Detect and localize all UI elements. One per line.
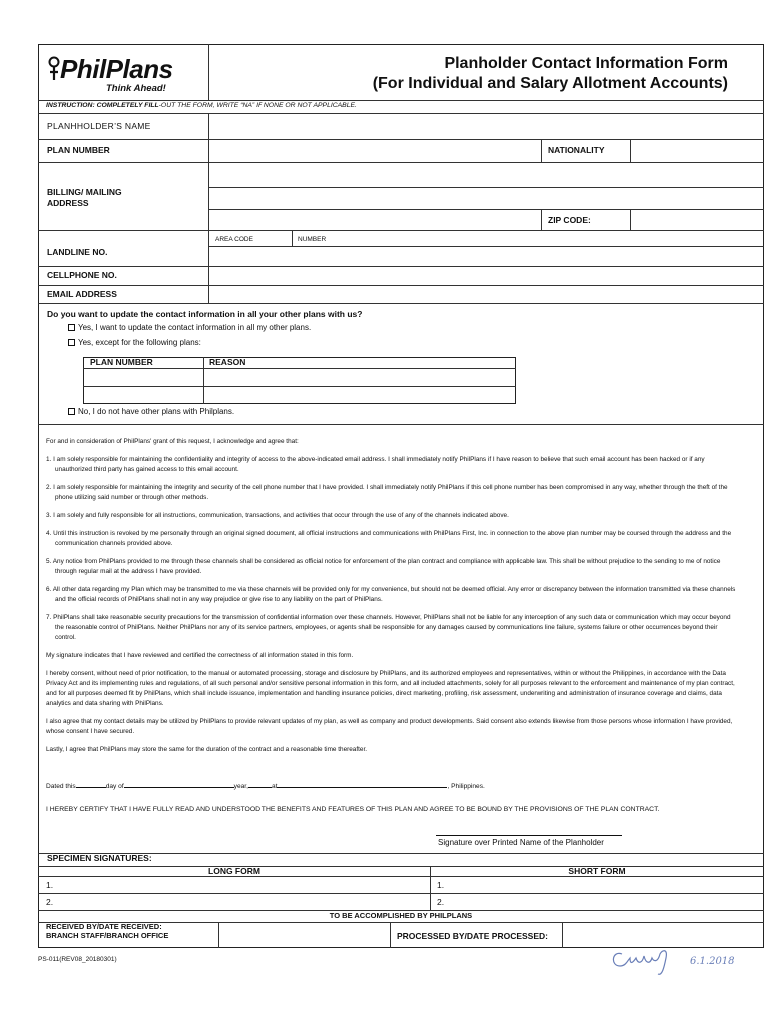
- terms-item-2: 2. I am solely responsible for maintaining the integrity and security of the cell phone number that I have provided. I shall immediately notify PhilPlans if this cell phone number has been compromised in any way, whether through the theft of the phone utilizing said number or through other methods.: [46, 484, 728, 501]
- office-divider: [390, 922, 391, 948]
- option-yes-all[interactable]: [68, 323, 311, 332]
- cellphone-label: CELLPHONE NO.: [47, 270, 117, 280]
- terms-item-7: 7. PhilPlans shall take reasonable security precautions for the transmission of confidential information over these channels. However, PhilPlans shall not be liable for any interception of any such data or communication which may occur beyond the reasonable control of PhilPlans. Neither PhilPlans nor any of its service partners, employees, or agents shall be responsible for any damages caused by communications line failure, systems failure or other occurrences beyond their control.: [46, 614, 731, 641]
- long-form-row-1[interactable]: 1.: [46, 880, 54, 890]
- landline-field[interactable]: [209, 247, 763, 266]
- terms-intro: For and in consideration of PhilPlans' grant of this request, I acknowledge and agree that:: [46, 438, 299, 445]
- consent-paragraph: I hereby consent, without need of prior notification, to the manual or automated processing, storage and disclosure by PhilPlans, and its authorized employees and representatives, within or without the Philippines, in accordance with the Data Privacy Act and its implementing rules and regulations, of all such personal and/or sensitive personal information in this form, and all included attachments, solely for all purposes relevant to the enforcement and maintenance of my plan contract, and for all purposes deemed fit by PhilPlans, which shall include issuance, implementation and handling insurance policies, direct marketing, profiling, risk assessment, underwriting and administration of insurance coverage and claims, data analytics and data sharing with PhilPlans.: [46, 670, 735, 707]
- processed-by-label: PROCESSED BY/DATE PROCESSED:: [397, 931, 548, 941]
- terms-item-1: 1. I am solely responsible for maintaining the confidentiality and integrity of access to the above-indicated email address. I shall immediately notify PhilPlans if I have reason to believe that such email account has been hacked or if any unauthorized third party has gained access to this email account.: [46, 456, 705, 473]
- option-yes-except-label: Yes, except for the following plans:: [78, 338, 201, 347]
- option-yes-except[interactable]: [68, 338, 201, 347]
- plan-number-label: PLAN NUMBER: [47, 145, 110, 155]
- rule: [38, 303, 764, 304]
- office-banner: TO BE ACCOMPLISHED BY PHILPLANS: [329, 911, 473, 920]
- philplans-logo: [46, 52, 186, 94]
- field-divider: [541, 209, 542, 230]
- at-label: at: [271, 783, 278, 790]
- exception-row-1[interactable]: [84, 369, 515, 386]
- nationality-label: NATIONALITY: [548, 145, 605, 155]
- terms-item-6: 6. All other data regarding my Plan which may be transmitted to me via these channels will be provided only for my convenience, but should not be deemed official. Any error or discrepancy between the information transmitted via these channels and the official records of PhilPlans shall not in any way prejudice or give rise to any liability on the part of PhilPlans.: [46, 586, 736, 603]
- field-divider: [292, 230, 293, 246]
- rule: [38, 893, 764, 894]
- day-blank[interactable]: [76, 787, 106, 788]
- instruction: [46, 102, 357, 109]
- email-label: EMAIL ADDRESS: [47, 289, 117, 299]
- option-no-label: No, I do not have other plans with Philplans.: [78, 407, 235, 416]
- checkbox-yes-all[interactable]: [68, 324, 75, 331]
- area-code-label: AREA CODE: [215, 236, 253, 243]
- branch-office-text: BRANCH STAFF/BRANCH OFFICE: [46, 931, 169, 940]
- planholder-name-label: PLANHHOLDER’S NAME: [47, 121, 151, 131]
- long-form-row-2[interactable]: 2.: [46, 897, 54, 907]
- handwritten-initials-icon: [608, 944, 688, 980]
- header-divider: [208, 44, 209, 100]
- certify-statement: I HEREBY CERTIFY THAT I HAVE FULLY READ AND UNDERSTOOD THE BENEFITS AND FEATURES OF THIS PLAN AND AGREE TO BE BOUND BY THE PROVISIONS OF THE PLAN CONTRACT.: [46, 806, 660, 813]
- terms-section: [46, 437, 736, 763]
- rule: [38, 876, 764, 877]
- billing-address-label: BILLING/ MAILING ADDRESS: [47, 187, 122, 208]
- field-divider: [541, 139, 542, 162]
- dated-line: [46, 783, 485, 790]
- year-blank[interactable]: [248, 787, 272, 788]
- form-code: PS-011(REV08_20180301): [38, 956, 117, 963]
- instruction-bold: INSTRUCTION: COMPLETELY FILL: [46, 102, 159, 109]
- checkbox-yes-except[interactable]: [68, 339, 75, 346]
- email-field[interactable]: [209, 286, 763, 303]
- long-form-header: LONG FORM: [208, 866, 260, 876]
- col-reason: REASON: [209, 357, 246, 367]
- form-title: [210, 54, 728, 94]
- rule: [38, 100, 764, 101]
- billing-address-field-3[interactable]: [209, 210, 541, 230]
- landline-label: LANDLINE NO.: [47, 247, 108, 257]
- col-plan-number: PLAN NUMBER: [90, 357, 153, 367]
- cellphone-field[interactable]: [209, 267, 763, 285]
- planholder-name-field[interactable]: [209, 114, 763, 139]
- checkbox-no[interactable]: [68, 408, 75, 415]
- form-title-line1: Planholder Contact Information Form: [444, 55, 728, 72]
- terms-item-5: 5. Any notice from PhilPlans provided to me through these channels shall be considered as official notice for enforcement of the plan contract and compliance with applicable law. This shall be without prejudice to the sending to me of notice through regular mail at the address I have provided.: [46, 558, 721, 575]
- option-yes-all-label: Yes, I want to update the contact information in all my other plans.: [78, 323, 312, 332]
- rule: [38, 230, 764, 231]
- received-by-label: [46, 922, 168, 940]
- received-by-field[interactable]: [219, 923, 389, 947]
- brand-tagline: Think Ahead!: [106, 83, 166, 94]
- terms-item-4: 4. Until this instruction is revoked by me personally through an original signed document, all official instructions and communications with PhilPlans First, Inc. in connection to the above plan number may be coursed through the address and the communication channels provided above.: [46, 530, 732, 547]
- month-blank[interactable]: [124, 787, 234, 788]
- plan-number-field[interactable]: [209, 140, 541, 162]
- zip-code-field[interactable]: [631, 210, 763, 230]
- dated-this-label: Dated this: [46, 783, 76, 790]
- short-form-row-2[interactable]: 2.: [437, 897, 445, 907]
- signature-note: My signature indicates that I have reviewed and certified the correctness of all information stated in this form.: [46, 652, 354, 659]
- signature-line[interactable]: [436, 835, 622, 836]
- terms-item-3: 3. I am solely and fully responsible for all instructions, communication, transactions, and activities that occur through the use of any of the channels indicated above.: [46, 512, 509, 519]
- update-question: Do you want to update the contact information in all your other plans with us?: [47, 309, 363, 319]
- day-of-label: day of: [105, 783, 124, 790]
- brand-name: PhilPlans: [60, 54, 173, 84]
- option-no[interactable]: [68, 407, 234, 416]
- instruction-rest: -OUT THE FORM, WRITE “NA” IF NONE OR NOT APPLICABLE.: [158, 102, 357, 109]
- nationality-field[interactable]: [631, 140, 763, 162]
- exception-row-2[interactable]: [84, 387, 515, 403]
- specimen-title: SPECIMEN SIGNATURES:: [47, 853, 152, 863]
- rule: [38, 424, 764, 425]
- signature-label: Signature over Printed Name of the Planholder: [438, 838, 604, 847]
- lastly-paragraph: Lastly, I agree that PhilPlans may store the same for the duration of the contract and a reasonable time thereafter.: [46, 746, 368, 753]
- number-label: NUMBER: [298, 236, 327, 243]
- agree-updates-paragraph: I also agree that my contact details may be utilized by PhilPlans to provide relevant updates of my plan, as well as company and product developments. Said consent also extends likewise from those persons whose information I have provided, whose consent I have secured.: [46, 718, 733, 735]
- year-label: year,: [233, 783, 248, 790]
- zip-code-label: ZIP CODE:: [548, 215, 591, 225]
- place-blank[interactable]: [277, 787, 447, 788]
- philippines-label: , Philippines.: [447, 783, 485, 790]
- form-title-line2: (For Individual and Salary Allotment Accounts): [372, 75, 728, 92]
- received-by-text: RECEIVED BY/DATE RECEIVED:: [46, 922, 162, 931]
- handwritten-date: 6.1.2018: [690, 956, 735, 967]
- short-form-header: SHORT FORM: [568, 866, 626, 876]
- billing-address-field-1[interactable]: [209, 163, 763, 187]
- handwritten-signature: [608, 944, 688, 980]
- short-form-row-1[interactable]: 1.: [437, 880, 445, 890]
- billing-address-field-2[interactable]: [209, 188, 763, 209]
